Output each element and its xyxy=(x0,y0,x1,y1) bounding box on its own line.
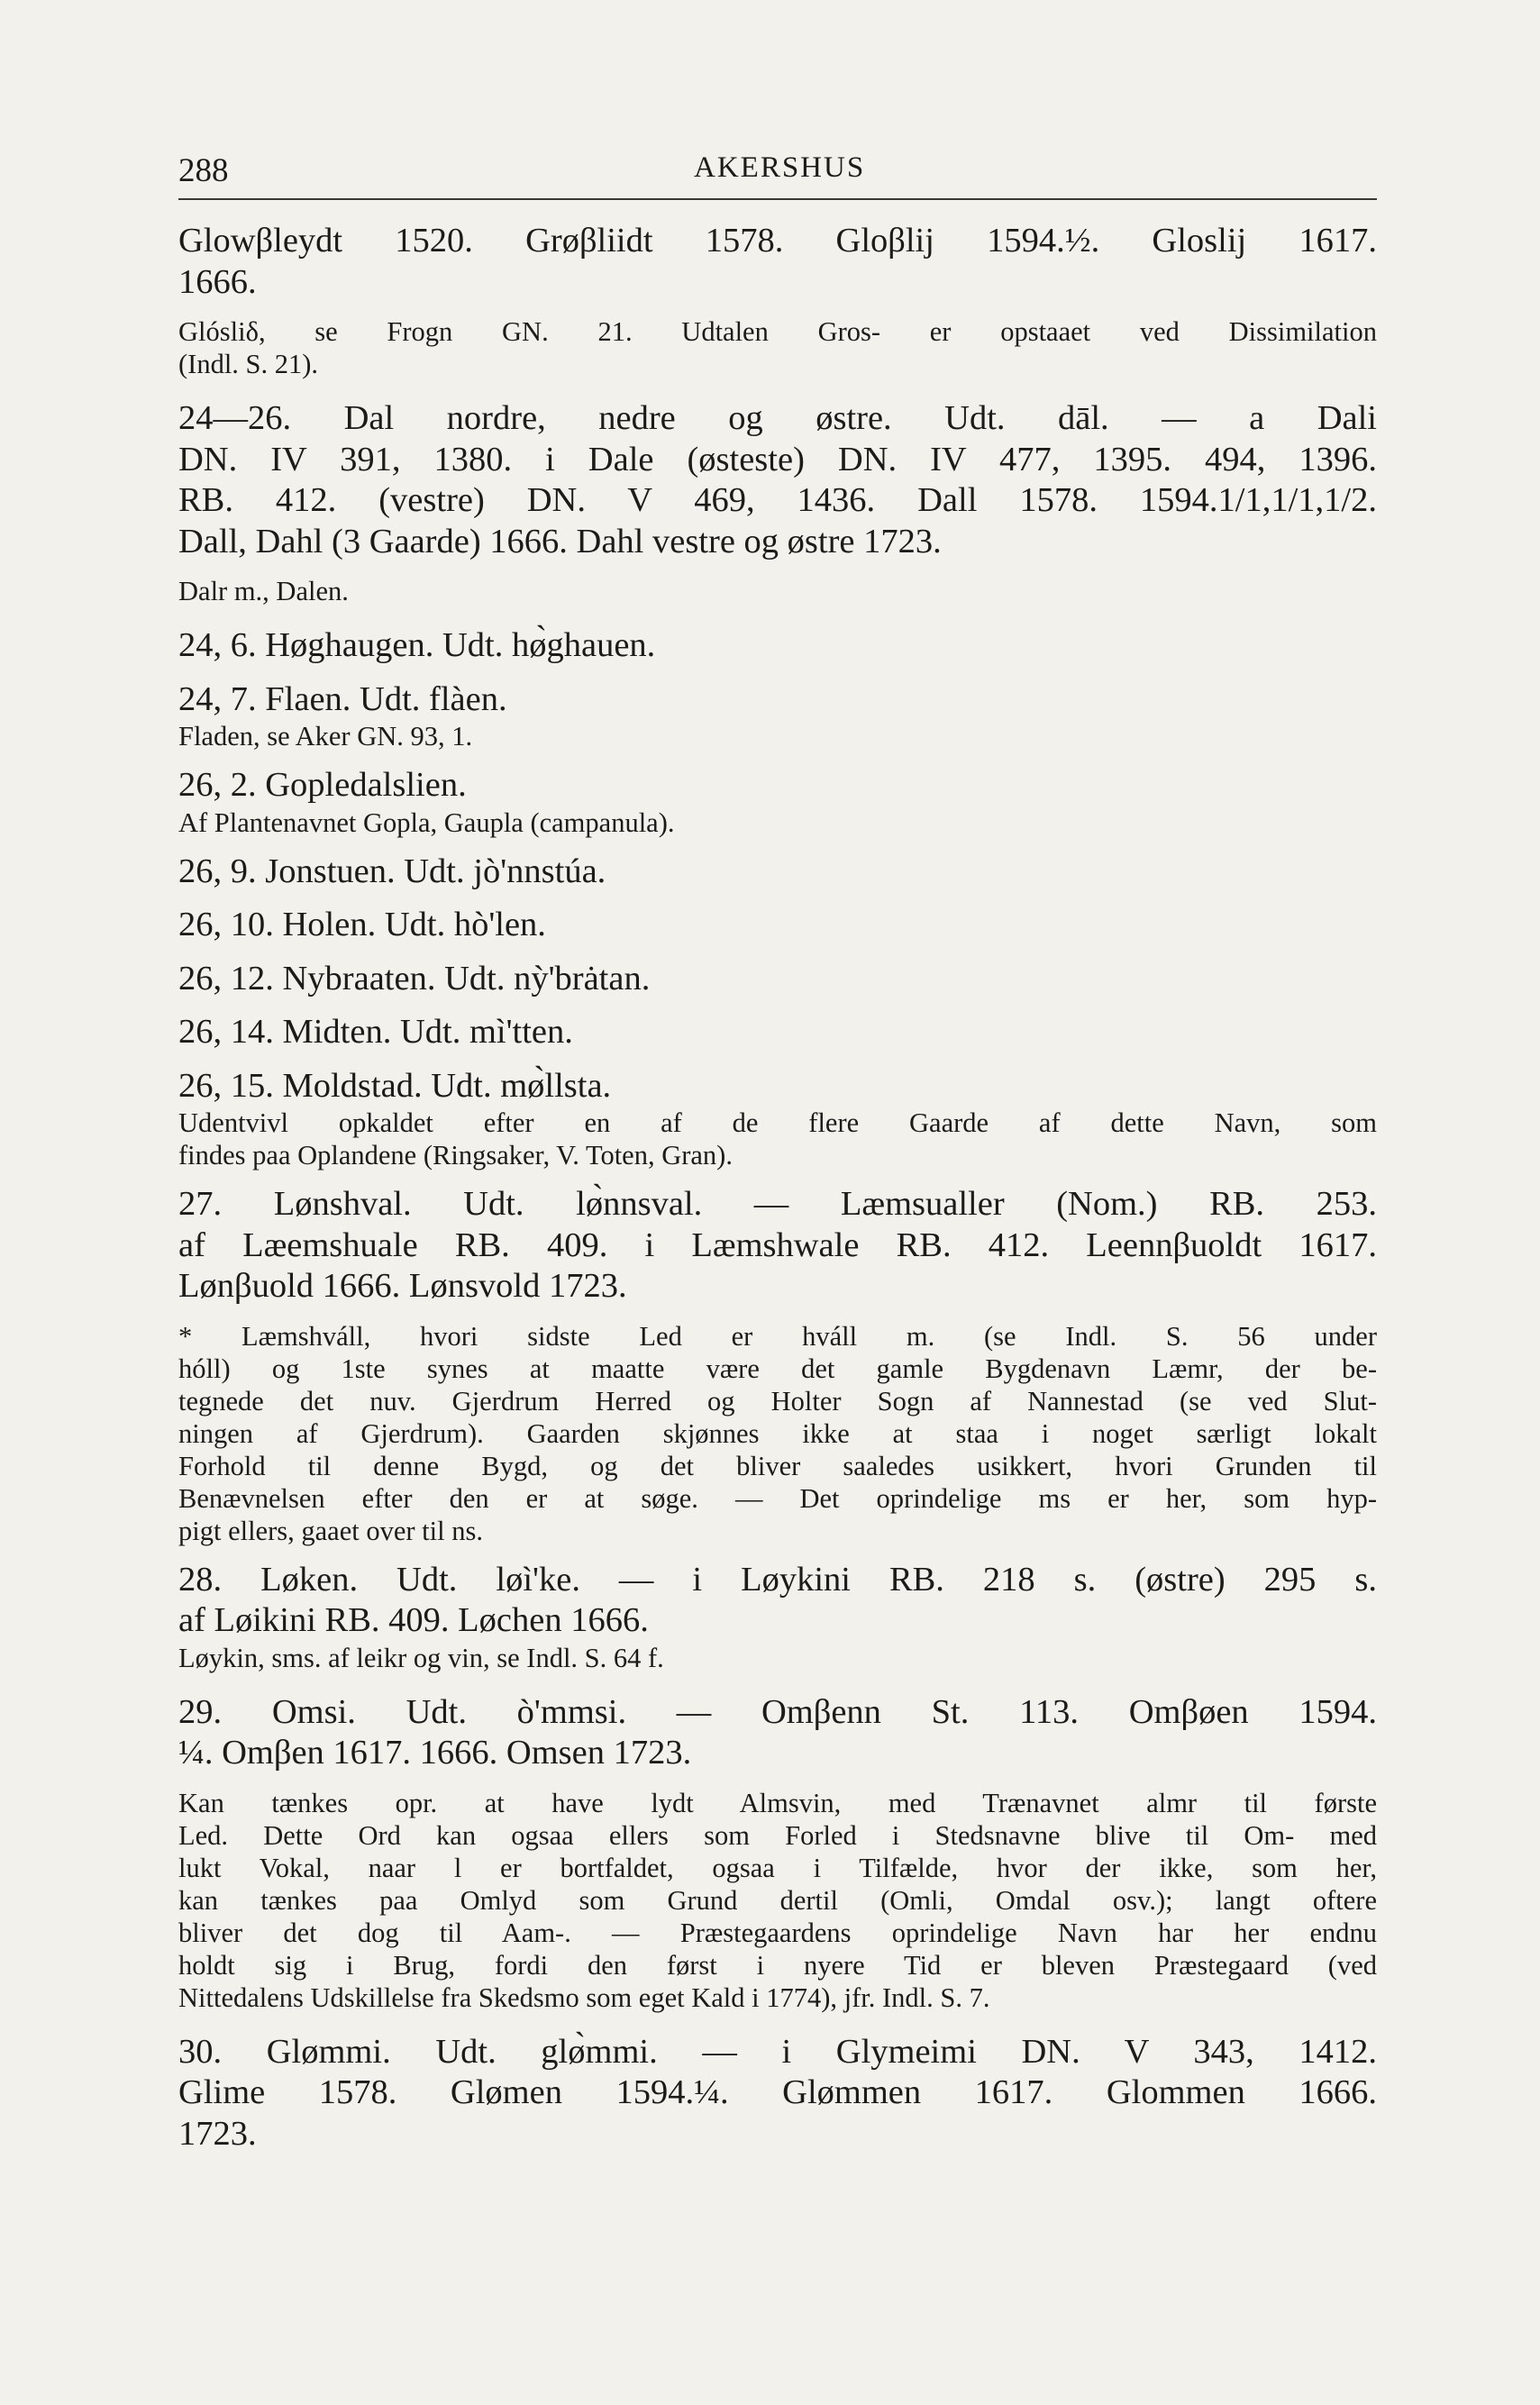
note-line: (Indl. S. 21). xyxy=(178,349,319,379)
entry-line: 1723. xyxy=(178,2114,257,2153)
note-line: Led. Dette Ord kan ogsaa ellers som Forled i Stedsnavne blive til Om- med xyxy=(178,1819,1377,1851)
entry-line: Glime 1578. Glømen 1594.¼. Glømmen 1617. Glommen 1666. xyxy=(178,2073,1377,2111)
note-line: pigt ellers, gaaet over til ns. xyxy=(178,1515,483,1546)
note-line: tegnede det nuv. Gjerdrum Herred og Holter Sogn af Nannestad (se ved Slut- xyxy=(178,1385,1377,1417)
entry-line: Glowβleydt 1520. Grøβliidt 1578. Gloβlij 1594.½. Gloslij 1617. xyxy=(178,222,1377,260)
note-line: kan tænkes paa Omlyd som Grund dertil (Omli, Omdal osv.); langt oftere xyxy=(178,1884,1377,1916)
entry-line: Dall, Dahl (3 Gaarde) 1666. Dahl vestre og østre 1723. xyxy=(178,522,942,560)
note-line: findes paa Oplandene (Ringsaker, V. Toten, Gran). xyxy=(178,1140,733,1171)
running-head: AKERSHUS xyxy=(694,151,866,184)
entry-line: RB. 412. (vestre) DN. V 469, 1436. Dall 1578. 1594.1/1,1/1,1/2. xyxy=(178,481,1377,519)
entry-line: 26, 14. Midten. Udt. mì'tten. xyxy=(178,1013,573,1051)
entry-line: 28. Løken. Udt. løì'ke. — i Løykini RB. 218 s. (østre) 295 s. xyxy=(178,1560,1377,1599)
note-line: Af Plantenavnet Gopla, Gaupla (campanula). xyxy=(178,806,675,838)
entry-line: 24, 6. Høghaugen. Udt. hø̀ghauen. xyxy=(178,626,656,664)
note-line: Dalr m., Dalen. xyxy=(178,576,349,606)
entry-line: DN. IV 391, 1380. i Dale (østeste) DN. IV 477, 1395. 494, 1396. xyxy=(178,440,1377,478)
page-header xyxy=(178,151,1377,200)
entry-line: ¼. Omβen 1617. 1666. Omsen 1723. xyxy=(178,1734,692,1772)
entry-line: 24, 7. Flaen. Udt. flàen. xyxy=(178,679,507,718)
page-number: 288 xyxy=(178,152,229,189)
entry-line: 26, 10. Holen. Udt. hò'len. xyxy=(178,906,546,943)
note-line: Forhold til denne Bygd, og det bliver saaledes usikkert, hvori Grunden til xyxy=(178,1450,1377,1481)
entry-line: 24—26. Dal nordre, nedre og østre. Udt. dāl. — a Dali xyxy=(178,399,1377,437)
note-line: Benævnelsen efter den er at søge. — Det oprindelige ms er her, som hyp- xyxy=(178,1482,1377,1514)
entry-line: af Læemshuale RB. 409. i Læmshwale RB. 412. Leennβuoldt 1617. xyxy=(178,1225,1377,1264)
note-line: Kan tænkes opr. at have lydt Almsvin, med Trænavnet almr til første xyxy=(178,1787,1377,1818)
note-line: Fladen, se Aker GN. 93, 1. xyxy=(178,721,473,752)
entry-line: 26, 9. Jonstuen. Udt. jò'nnstúa. xyxy=(178,852,606,890)
note-line: Udentvivl opkaldet efter en af de flere Gaarde af dette Navn, som xyxy=(178,1107,1377,1138)
entry-line: 26, 2. Gopledalslien. xyxy=(178,766,467,804)
entry-line: 29. Omsi. Udt. ò'mmsi. — Omβenn St. 113. Omβøen 1594. xyxy=(178,1692,1377,1731)
note-line: holdt sig i Brug, fordi den først i nyere Tid er bleven Præstegaard (ved xyxy=(178,1949,1377,1981)
note-line: lukt Vokal, naar l er bortfaldet, ogsaa i Tilfælde, hvor der ikke, som her, xyxy=(178,1852,1377,1883)
note-line: bliver det dog til Aam-. — Præstegaardens oprindelige Navn har her endnu xyxy=(178,1917,1377,1948)
note-line: hóll) og 1ste synes at maatte være det gamle Bygdenavn Læmr, der be- xyxy=(178,1353,1377,1384)
note-line: Glósliδ, se Frogn GN. 21. Udtalen Gros- er opstaaet ved Dissimilation xyxy=(178,316,1377,347)
entry-line: 27. Lønshval. Udt. lø̀nnsval. — Læmsualler (Nom.) RB. 253. xyxy=(178,1185,1377,1223)
page-body xyxy=(178,221,1377,2154)
note-line: Løykin, sms. af leikr og vin, se Indl. S. 64 f. xyxy=(178,1642,664,1673)
note-line: Nittedalens Udskillelse fra Skedsmo som eget Kald i 1774), jfr. Indl. S. 7. xyxy=(178,1981,990,2013)
entry-line: 30. Glømmi. Udt. glø̀mmi. — i Glymeimi DN. V 343, 1412. xyxy=(178,2032,1377,2071)
entry-line: Lønβuold 1666. Lønsvold 1723. xyxy=(178,1267,627,1305)
note-line: * Læmshváll, hvori sidste Led er hváll m. (se Indl. S. 56 under xyxy=(178,1320,1377,1352)
entry-line: 1666. xyxy=(178,262,257,301)
entry-line: af Løikini RB. 409. Løchen 1666. xyxy=(178,1601,649,1639)
entry-line: 26, 15. Moldstad. Udt. mø̀llsta. xyxy=(178,1066,612,1105)
note-line: ningen af Gjerdrum). Gaarden skjønnes ikke at staa i noget særligt lokalt xyxy=(178,1417,1377,1449)
entry-line: 26, 12. Nybraaten. Udt. nỳ'brȧtan. xyxy=(178,959,651,998)
header-rule xyxy=(178,198,1377,200)
